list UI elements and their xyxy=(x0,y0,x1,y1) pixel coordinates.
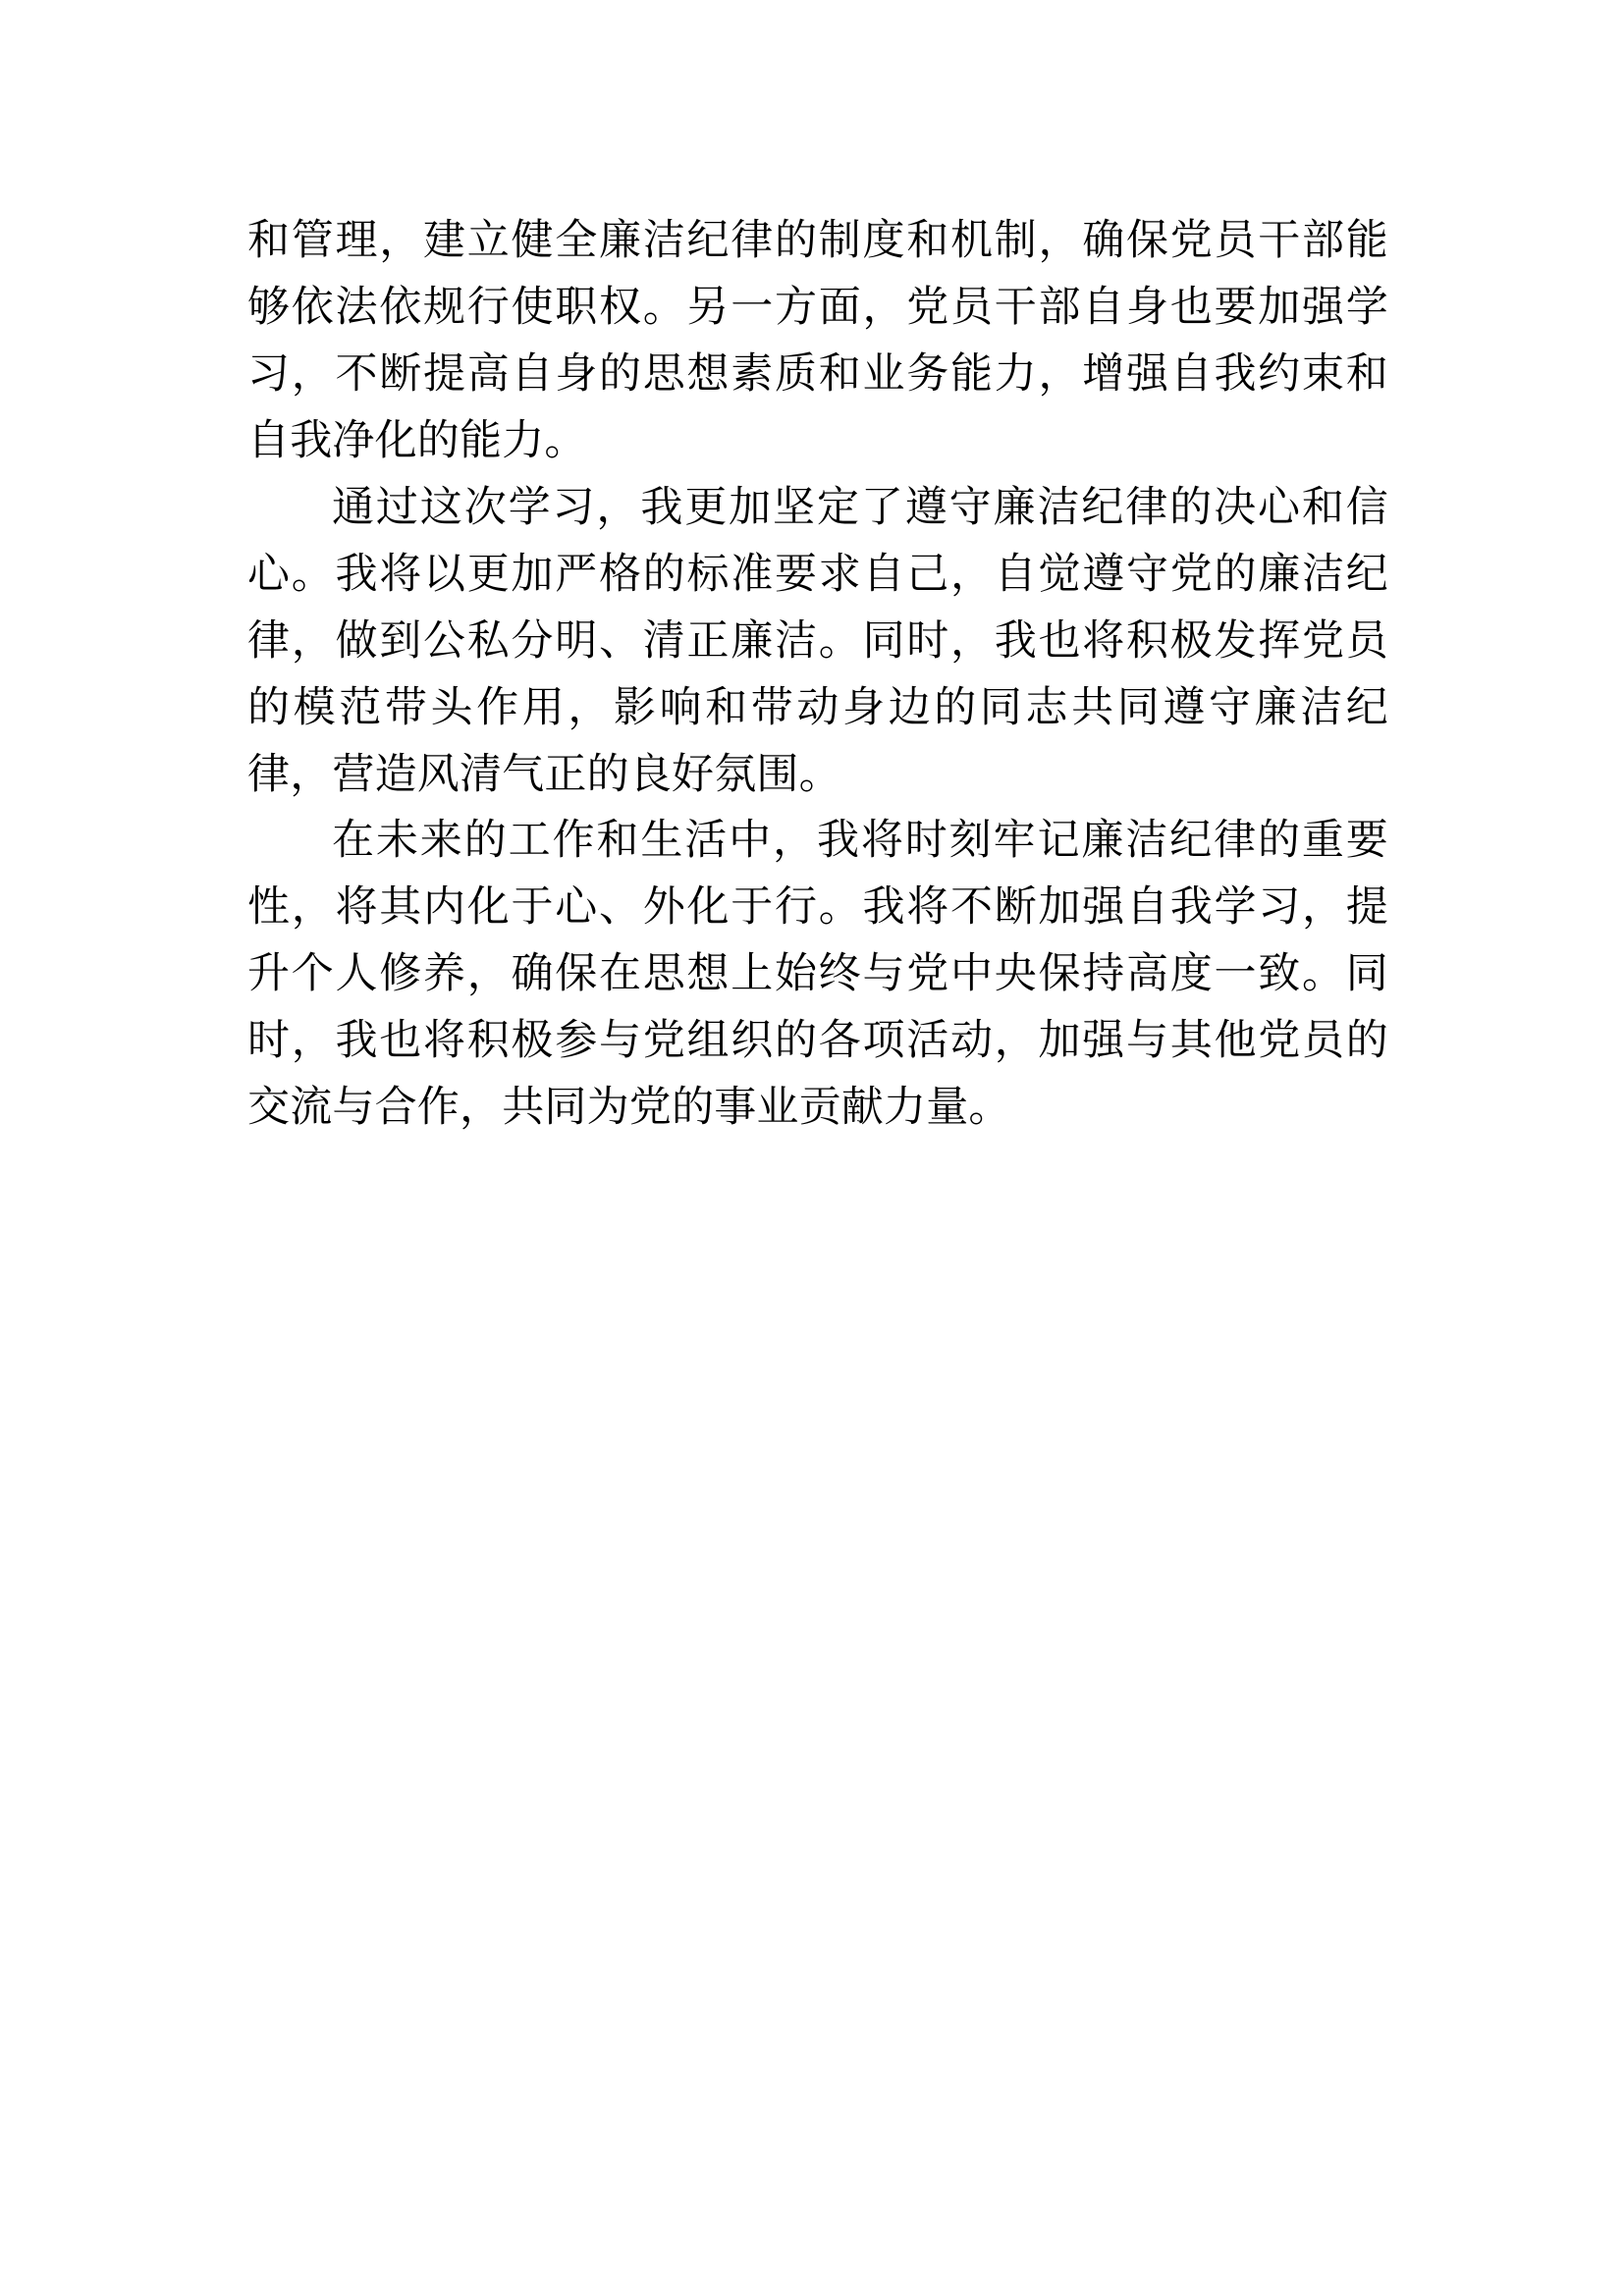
body-paragraph-3: 在未来的工作和生活中，我将时刻牢记廉洁纪律的重要性，将其内化于心、外化于行。我将不断加强自我学习，提升个人修养，确保在思想上始终与党中央保持高度一致。同时，我也将积极参与党组织的各项活动，加强与其他党员的交流与合作，共同为党的事业贡献力量。 xyxy=(247,816,1388,1133)
body-paragraph-1: 和管理，建立健全廉洁纪律的制度和机制，确保党员干部能够依法依规行使职权。另一方面，党员干部自身也要加强学习，不断提高自身的思想素质和业务能力，增强自我约束和自我净化的能力。 xyxy=(247,216,1388,465)
body-paragraph-2: 通过这次学习，我更加坚定了遵守廉洁纪律的决心和信心。我将以更加严格的标准要求自己，自觉遵守党的廉洁纪律，做到公私分明、清正廉洁。同时，我也将积极发挥党员的模范带头作用，影响和带动身边的同志共同遵守廉洁纪律，营造风清气正的良好氛围。 xyxy=(247,482,1388,799)
document-body xyxy=(247,208,1388,1142)
